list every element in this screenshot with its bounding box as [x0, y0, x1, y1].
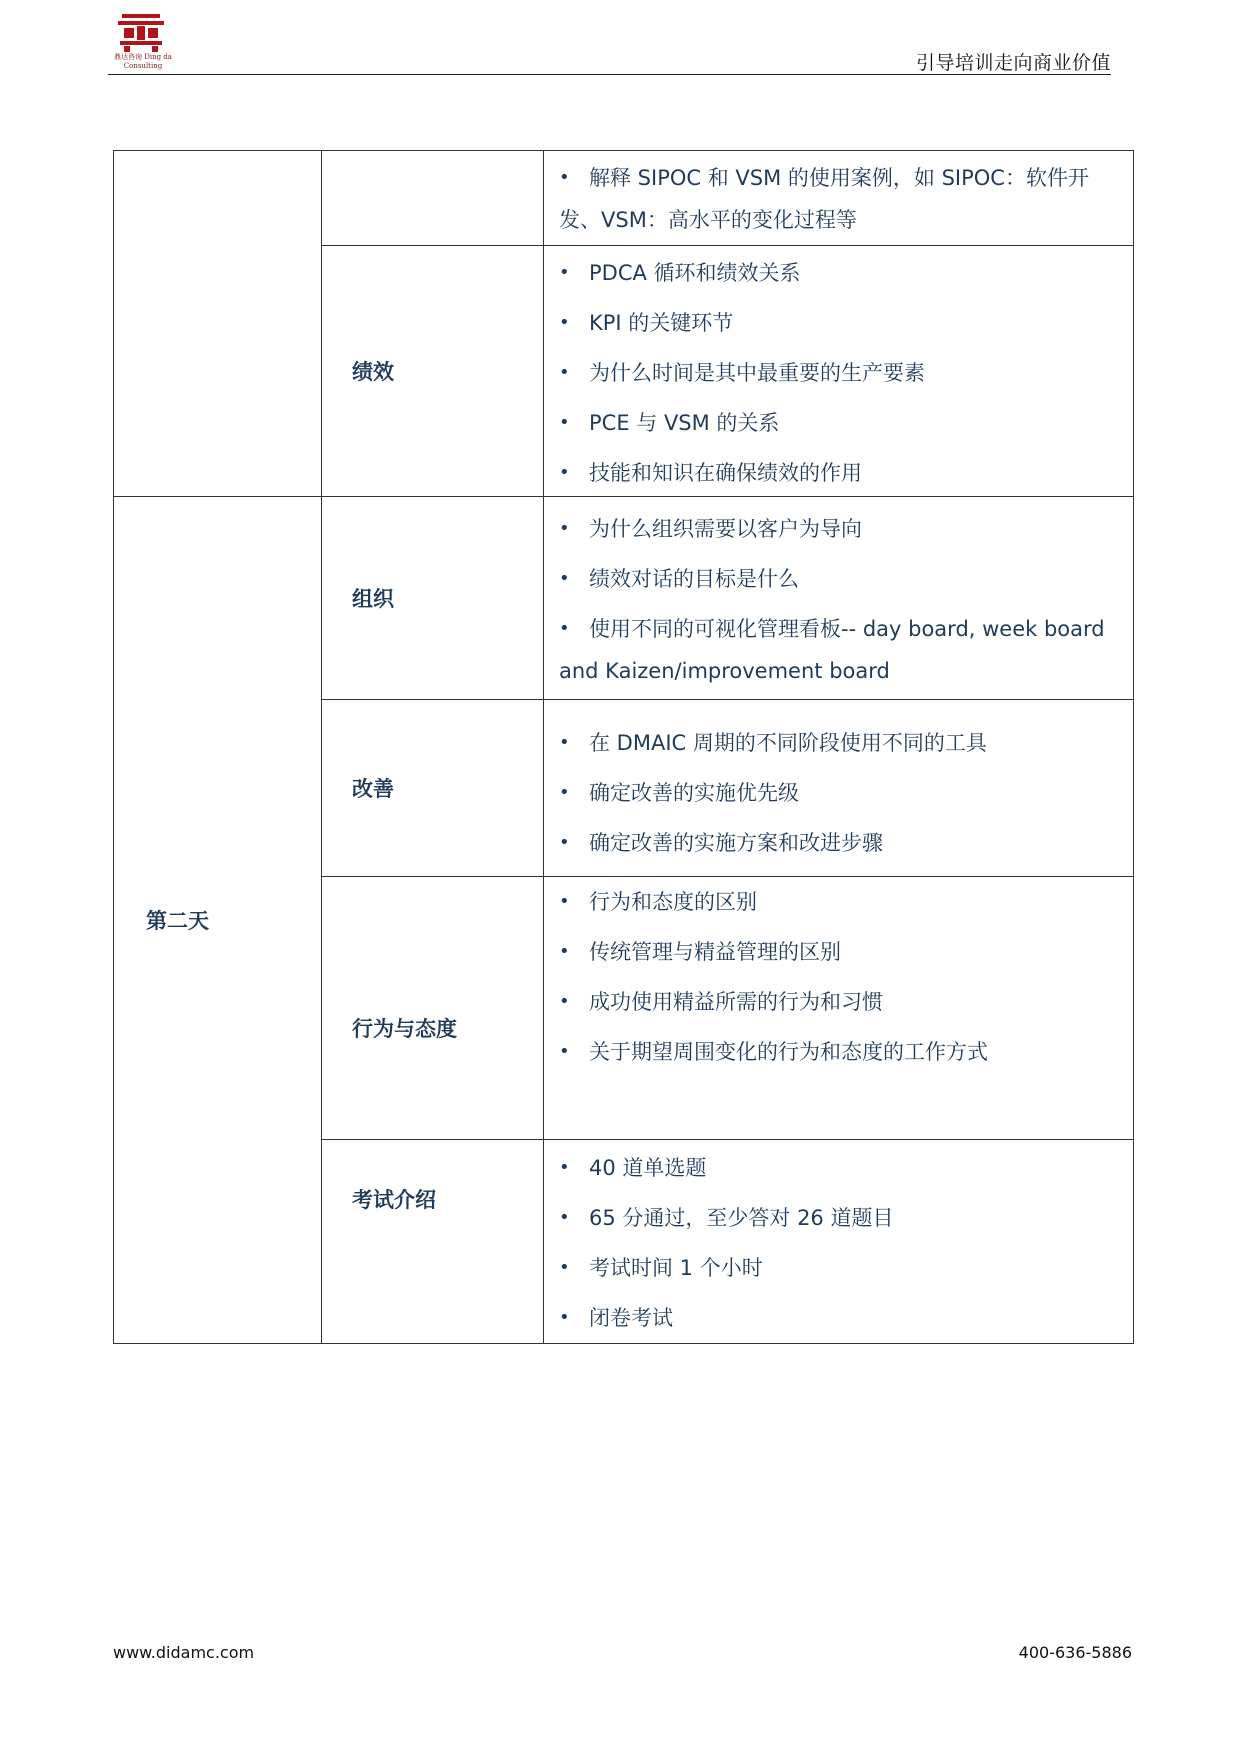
topic-label: 行为与态度 [322, 877, 544, 1140]
list-item: • 解释 SIPOC 和 VSM 的使用案例，如 SIPOC：软件开发、VSM：高水平的变化过程等 [559, 157, 1123, 241]
points-cell [544, 1140, 1134, 1344]
logo-text: 鼎达咨询 Ding da Consulting [114, 53, 172, 70]
table-row [114, 151, 1134, 246]
points-cell [544, 700, 1134, 877]
list-item: • 40 道单选题 [559, 1147, 1123, 1189]
list-item: • 考试时间 1 个小时 [559, 1247, 1123, 1289]
list-item: • 65 分通过，至少答对 26 道题目 [559, 1197, 1123, 1239]
topic-label: 考试介绍 [322, 1140, 544, 1344]
table-row [114, 497, 1134, 700]
topic-label: 绩效 [322, 246, 544, 497]
footer-phone: 400-636-5886 [1018, 1643, 1132, 1662]
list-item: • 绩效对话的目标是什么 [559, 558, 1123, 600]
list-item: • 成功使用精益所需的行为和习惯 [559, 981, 1123, 1023]
list-item: • 传统管理与精益管理的区别 [559, 931, 1123, 973]
topic-cell-empty [322, 151, 544, 246]
day-cell-empty [114, 151, 322, 497]
list-item: • PDCA 循环和绩效关系 [559, 252, 1123, 294]
agenda-table [113, 150, 1134, 1344]
list-item: • PCE 与 VSM 的关系 [559, 402, 1123, 444]
points-cell [544, 497, 1134, 700]
list-item: • 为什么时间是其中最重要的生产要素 [559, 352, 1123, 394]
list-item: • 行为和态度的区别 [559, 881, 1123, 923]
day-label: 第二天 [114, 497, 322, 1344]
list-item: • 使用不同的可视化管理看板-- day board, week board and Kaizen/improvement board [559, 608, 1123, 692]
list-item: • 关于期望周围变化的行为和态度的工作方式 [559, 1031, 1123, 1073]
list-item: • KPI 的关键环节 [559, 302, 1123, 344]
list-item: • 确定改善的实施优先级 [559, 772, 1123, 814]
footer-website: www.didamc.com [113, 1643, 255, 1662]
points-cell [544, 246, 1134, 497]
header-divider [108, 74, 1111, 75]
list-item: • 为什么组织需要以客户为导向 [559, 508, 1123, 550]
topic-label: 组织 [322, 497, 544, 700]
topic-label: 改善 [322, 700, 544, 877]
points-cell [544, 151, 1134, 246]
list-item: • 在 DMAIC 周期的不同阶段使用不同的工具 [559, 722, 1123, 764]
list-item: • 确定改善的实施方案和改进步骤 [559, 822, 1123, 864]
list-item: • 技能和知识在确保绩效的作用 [559, 452, 1123, 494]
points-cell [544, 877, 1134, 1140]
list-item: • 闭卷考试 [559, 1297, 1123, 1339]
header-title: 引导培训走向商业价值 [915, 52, 1111, 74]
